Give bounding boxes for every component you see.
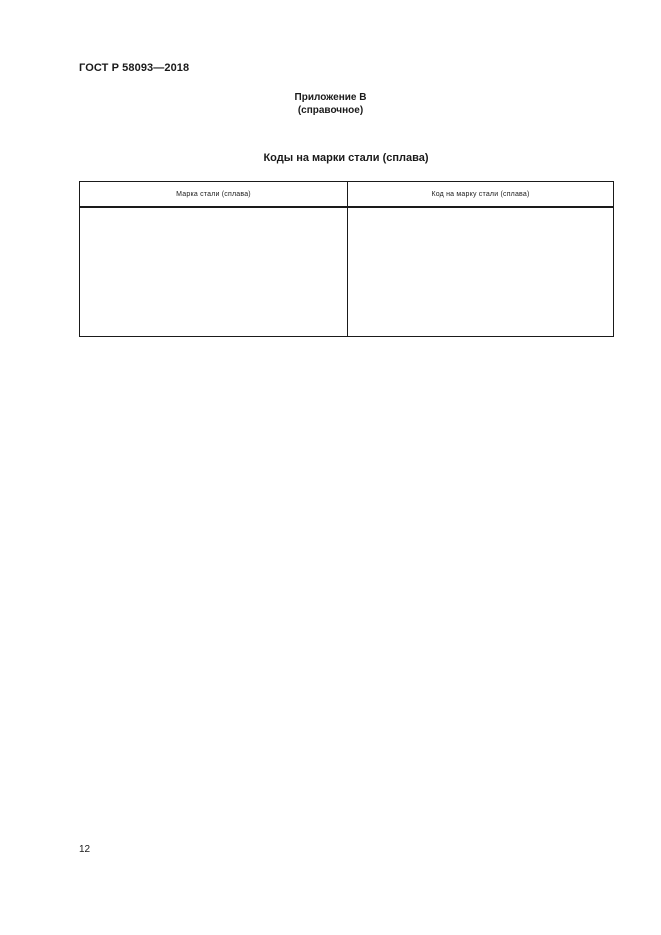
table-header-row bbox=[80, 182, 614, 208]
column-header-steel-grade: Марка стали (сплава) bbox=[80, 182, 348, 208]
table-row bbox=[80, 207, 614, 337]
table-title: Коды на марки стали (сплава) bbox=[263, 152, 429, 164]
table-cell-grade-code bbox=[348, 207, 614, 337]
page-number: 12 bbox=[79, 844, 91, 855]
table-cell-steel-grade bbox=[80, 207, 348, 337]
column-header-grade-code: Код на марку стали (сплава) bbox=[348, 182, 614, 208]
appendix-subtitle: (справочное) bbox=[297, 105, 364, 116]
steel-codes-table bbox=[79, 181, 614, 337]
appendix-title: Приложение В bbox=[294, 92, 367, 103]
document-code: ГОСТ Р 58093—2018 bbox=[79, 62, 190, 74]
